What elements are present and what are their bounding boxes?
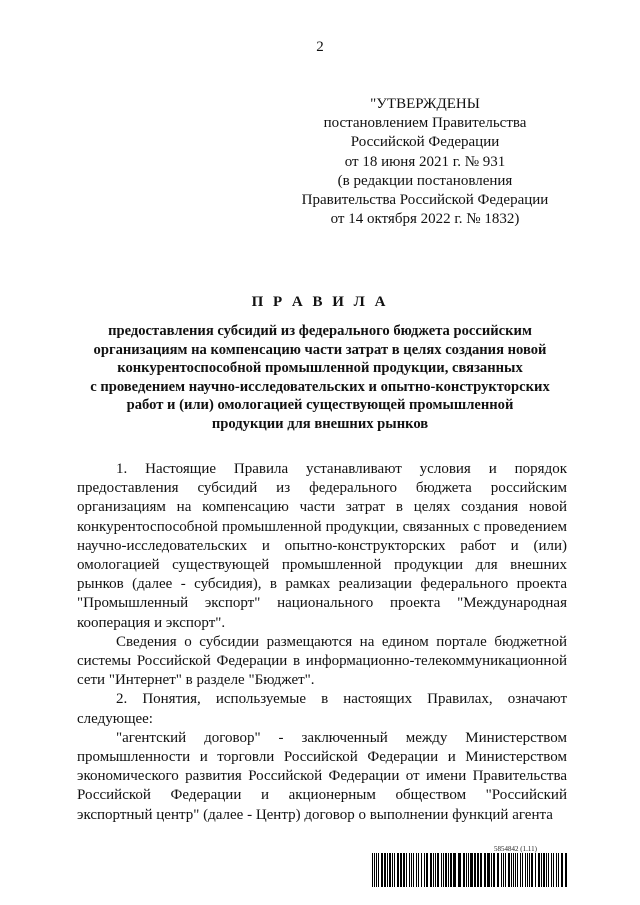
- barcode-bar: [513, 853, 514, 887]
- approval-line: (в редакции постановления: [337, 172, 513, 189]
- approval-block: [300, 95, 550, 229]
- barcode-bar: [409, 853, 410, 887]
- barcode-bar: [458, 853, 461, 887]
- subtitle-line: конкурентоспособной промышленной продукции, связанных: [117, 360, 523, 376]
- barcode-bar: [416, 853, 417, 887]
- barcode-bar: [418, 853, 419, 887]
- barcode-bar: [400, 853, 402, 887]
- barcode-bar: [424, 853, 425, 887]
- barcode-bar: [443, 853, 444, 887]
- barcode-bar: [551, 853, 552, 887]
- barcode-bar: [406, 853, 407, 887]
- paragraph-rules-scope: 1. Настоящие Правила устанавливают условия и порядок предоставления субсидий из федерального бюджета российским организациям на компенсацию части затрат в целях создания новой конкурентоспособной промышленной продукции, связанных с проведением научно-исследовательских и опытно-конструкторских работ и (или) омологацией существующей промышленной продукции для внешних рынков (далее - субсидия), в рамках реализации федерального проекта "Промышленный экспорт" национального проекта "Международная кооперация и экспорт".: [77, 461, 567, 631]
- barcode-bar: [541, 853, 542, 887]
- rules-title: П Р А В И Л А: [251, 294, 389, 310]
- subtitle-line: предоставления субсидий из федерального бюджета российским: [108, 323, 532, 339]
- barcode-bar: [501, 853, 502, 887]
- barcode-bar: [561, 853, 563, 887]
- barcode-bar: [463, 853, 465, 887]
- barcode-bar: [466, 853, 467, 887]
- barcode-bar: [430, 853, 432, 887]
- subtitle-line: продукции для внешних рынков: [211, 415, 429, 432]
- document-code: 5854842 (1.11): [494, 845, 537, 853]
- barcode-bar: [421, 853, 422, 887]
- barcode-bar: [525, 853, 526, 887]
- subtitle-line: организациям на компенсацию части затрат в целях создания новой: [93, 341, 547, 358]
- barcode-bar: [411, 853, 412, 887]
- barcode-bar: [546, 853, 547, 887]
- barcode-bar: [527, 853, 528, 887]
- barcode-bar: [413, 853, 414, 887]
- paragraph-subsidy-info: Сведения о субсидии размещаются на едином портале бюджетной системы Российской Федерации в информационно-телекоммуникационной сети "Интернет" в разделе "Бюджет".: [77, 633, 567, 689]
- barcode-bar: [556, 853, 557, 887]
- barcode-bar: [553, 853, 554, 887]
- approval-line: постановлением Правительства: [323, 115, 527, 132]
- approval-line: от 14 октября 2022 г. № 1832): [330, 211, 520, 228]
- barcode-bar: [558, 853, 559, 887]
- barcode-bar: [384, 853, 386, 887]
- barcode-bar: [505, 853, 506, 887]
- paragraph-definitions: 2. Понятия, используемые в настоящих Правилах, означают следующее:: [77, 691, 567, 727]
- barcode-bar: [497, 853, 499, 887]
- document-body: [77, 460, 567, 825]
- paragraph-agency-agreement: "агентский договор" - заключенный между Министерством промышленности и торговли Российской Федерации и Министерством экономического развития Российской Федерации от имени Правительства Российской Федерации и акционерным обществом "Российский экспортный центр" (далее - Центр) договор о выполнении функций агента: [77, 729, 567, 823]
- barcode-bar: [374, 853, 375, 887]
- barcode-bar: [493, 853, 495, 887]
- barcode-bar: [403, 853, 405, 887]
- barcode-bar: [426, 853, 428, 887]
- barcode-bar: [450, 853, 452, 887]
- barcode-bar: [441, 853, 442, 887]
- subtitle-line: с проведением научно-исследовательских и опытно-конструкторских: [90, 378, 550, 395]
- barcode-bar: [487, 853, 490, 887]
- barcode-bar: [448, 853, 449, 887]
- barcode-bar: [480, 853, 482, 887]
- approval-line: Российской Федерации: [350, 134, 500, 151]
- barcode-bar: [484, 853, 486, 887]
- barcode-bar: [477, 853, 479, 887]
- barcode-bar: [515, 853, 516, 887]
- barcode-bar: [508, 853, 510, 887]
- barcode-bar: [529, 853, 530, 887]
- barcode-bar: [520, 853, 521, 887]
- approval-line: Правительства Российской Федерации: [301, 192, 549, 209]
- barcode-bar: [387, 853, 388, 887]
- barcode-bar: [491, 853, 492, 887]
- approval-line: от 18 июня 2021 г. № 931: [344, 153, 506, 170]
- barcode-bar: [394, 853, 395, 887]
- barcode-bar: [470, 853, 473, 887]
- barcode-bar: [381, 853, 383, 887]
- barcode-bar: [474, 853, 476, 887]
- barcode-bar: [453, 853, 456, 887]
- rules-subtitle: [80, 322, 560, 433]
- barcode-bar: [376, 853, 377, 887]
- barcode-bar: [503, 853, 504, 887]
- subtitle-line: работ и (или) омологацией существующей промышленной: [126, 397, 514, 413]
- barcode-bar: [543, 853, 545, 887]
- barcode-bar: [548, 853, 549, 887]
- barcode-bar: [538, 853, 540, 887]
- barcode-bar: [522, 853, 523, 887]
- barcode-bar: [437, 853, 439, 887]
- page-number: 2: [316, 39, 324, 55]
- barcode-bar: [468, 853, 469, 887]
- barcode-bar: [372, 853, 373, 887]
- barcode-bar: [531, 853, 533, 887]
- barcode-bar: [392, 853, 393, 887]
- barcode-bar: [511, 853, 512, 887]
- barcode: [372, 853, 568, 887]
- barcode-bar: [397, 853, 399, 887]
- barcode-bar: [565, 853, 567, 887]
- barcode-bar: [433, 853, 434, 887]
- barcode-bar: [378, 853, 379, 887]
- barcode-bar: [435, 853, 436, 887]
- barcode-bar: [535, 853, 536, 887]
- barcode-bar: [517, 853, 518, 887]
- barcode-bar: [389, 853, 391, 887]
- barcode-bar: [445, 853, 447, 887]
- approval-line: "УТВЕРЖДЕНЫ: [370, 96, 480, 112]
